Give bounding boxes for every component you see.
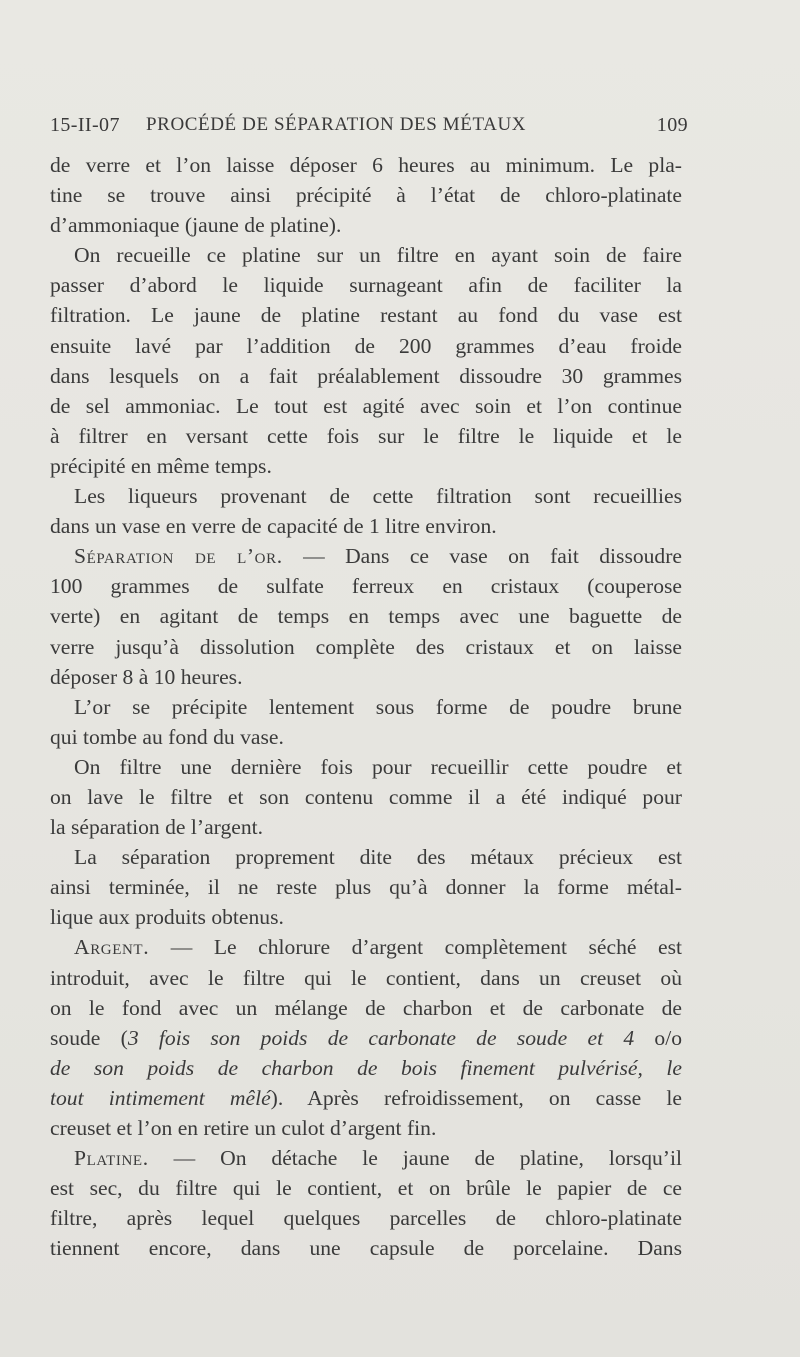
text-line [50, 361, 682, 391]
text-line [50, 692, 682, 722]
text-segment: est sec, du filtre qui le contient, et on brûle le papier de ce [50, 1176, 682, 1201]
text-line [50, 1233, 682, 1263]
text-line [50, 782, 682, 812]
text-segment: o/o [634, 1025, 683, 1050]
text-line [50, 300, 682, 330]
text-segment: ainsi terminée, il ne reste plus qu’à donner la forme métal- [50, 875, 682, 900]
text-line [50, 1203, 682, 1233]
text-segment: introduit, avec le filtre qui le contient, dans un creuset où [50, 965, 682, 990]
text-line [50, 812, 682, 842]
text-line [50, 541, 682, 571]
text-segment: de verre et l’on laisse déposer 6 heures au minimum. Le pla- [50, 153, 682, 177]
text-segment: On recueille ce platine sur un filtre en ayant soin de faire [74, 243, 682, 268]
italic-text: 3 fois son poids de carbonate de soude et 4 [127, 1025, 635, 1050]
header-date: 15-II-07 [50, 114, 120, 136]
text-segment: d’ammoniaque (jaune de platine). [50, 213, 342, 238]
text-segment: qui tombe au fond du vase. [50, 724, 284, 749]
section-heading: Argent. [74, 935, 150, 960]
text-segment: filtration. Le jaune de platine restant au fond du vase est [50, 303, 682, 328]
text-line [50, 872, 682, 902]
italic-text: de son poids de charbon de bois finement pulvérisé, le [50, 1055, 682, 1080]
text-line [50, 963, 682, 993]
text-segment: ensuite lavé par l’addition de 200 grammes d’eau froide [50, 333, 682, 358]
text-segment: 100 grammes de sulfate ferreux en cristaux (couperose [50, 574, 682, 599]
running-header [50, 114, 688, 146]
text-line [50, 571, 682, 601]
text-line [50, 270, 682, 300]
section-heading: Séparation de l’or. [74, 544, 283, 569]
text-line [50, 481, 682, 511]
text-segment: La séparation proprement dite des métaux précieux est [74, 845, 682, 870]
body-text [50, 150, 682, 1263]
text-line [50, 632, 682, 662]
text-segment: soude ( [50, 1025, 128, 1050]
text-line [50, 1113, 682, 1143]
text-line [50, 1083, 682, 1113]
text-line [50, 210, 682, 240]
text-line [50, 240, 682, 270]
text-line [50, 842, 682, 872]
text-line [50, 451, 682, 481]
text-segment: L’or se précipite lentement sous forme de poudre brune [74, 694, 682, 719]
text-segment: lique aux produits obtenus. [50, 905, 284, 930]
text-segment: tine se trouve ainsi précipité à l’état de chloro-platinate [50, 183, 682, 208]
text-line [50, 331, 682, 361]
text-segment: — Dans ce vase on fait dissoudre [282, 544, 683, 569]
section-heading: Platine. [74, 1146, 149, 1171]
text-line [50, 601, 682, 631]
text-line [50, 722, 682, 752]
text-line [50, 421, 682, 451]
text-segment: la séparation de l’argent. [50, 815, 264, 840]
text-segment: à filtrer en versant cette fois sur le filtre le liquide et le [50, 423, 682, 448]
text-line [50, 391, 682, 421]
text-line [50, 902, 682, 932]
italic-text: tout intimement mêlé [50, 1085, 271, 1110]
text-line [50, 752, 682, 782]
text-line [50, 511, 682, 541]
text-segment: — On détache le jaune de platine, lorsqu’il [148, 1146, 682, 1171]
text-line [50, 1023, 682, 1053]
text-segment: Les liqueurs provenant de cette filtration sont recueillies [74, 484, 682, 509]
page-number: 109 [656, 114, 688, 136]
text-segment: creuset et l’on en retire un culot d’argent fin. [50, 1116, 437, 1140]
text-segment: dans un vase en verre de capacité de 1 litre environ. [50, 514, 497, 539]
text-segment: ). Après refroidissement, on casse le [270, 1085, 682, 1110]
text-segment: filtre, après lequel quelques parcelles de chloro-platinate [50, 1206, 682, 1231]
text-segment: de sel ammoniac. Le tout est agité avec soin et l’on continue [50, 393, 682, 418]
text-segment: on le fond avec un mélange de charbon et de carbonate de [50, 995, 682, 1020]
text-line [50, 662, 682, 692]
text-segment: déposer 8 à 10 heures. [50, 664, 243, 689]
text-segment: verte) en agitant de temps en temps avec une baguette de [50, 604, 682, 629]
text-line [50, 1173, 682, 1203]
text-line [50, 180, 682, 210]
text-line [50, 150, 682, 180]
text-line [50, 932, 682, 962]
text-segment: passer d’abord le liquide surnageant afin de faciliter la [50, 273, 682, 298]
text-line [50, 1053, 682, 1083]
text-segment: verre jusqu’à dissolution complète des cristaux et on laisse [50, 634, 682, 659]
text-line [50, 1143, 682, 1173]
text-segment: — Le chlorure d’argent complètement séché est [149, 935, 682, 960]
text-segment: On filtre une dernière fois pour recueillir cette poudre et [74, 754, 682, 779]
text-segment: précipité en même temps. [50, 453, 272, 478]
text-line [50, 993, 682, 1023]
header-title: PROCÉDÉ DE SÉPARATION DES MÉTAUX [146, 114, 527, 135]
text-segment: tiennent encore, dans une capsule de porcelaine. Dans [50, 1236, 682, 1261]
text-segment: dans lesquels on a fait préalablement dissoudre 30 grammes [50, 363, 682, 388]
text-segment: on lave le filtre et son contenu comme il a été indiqué pour [50, 784, 682, 809]
